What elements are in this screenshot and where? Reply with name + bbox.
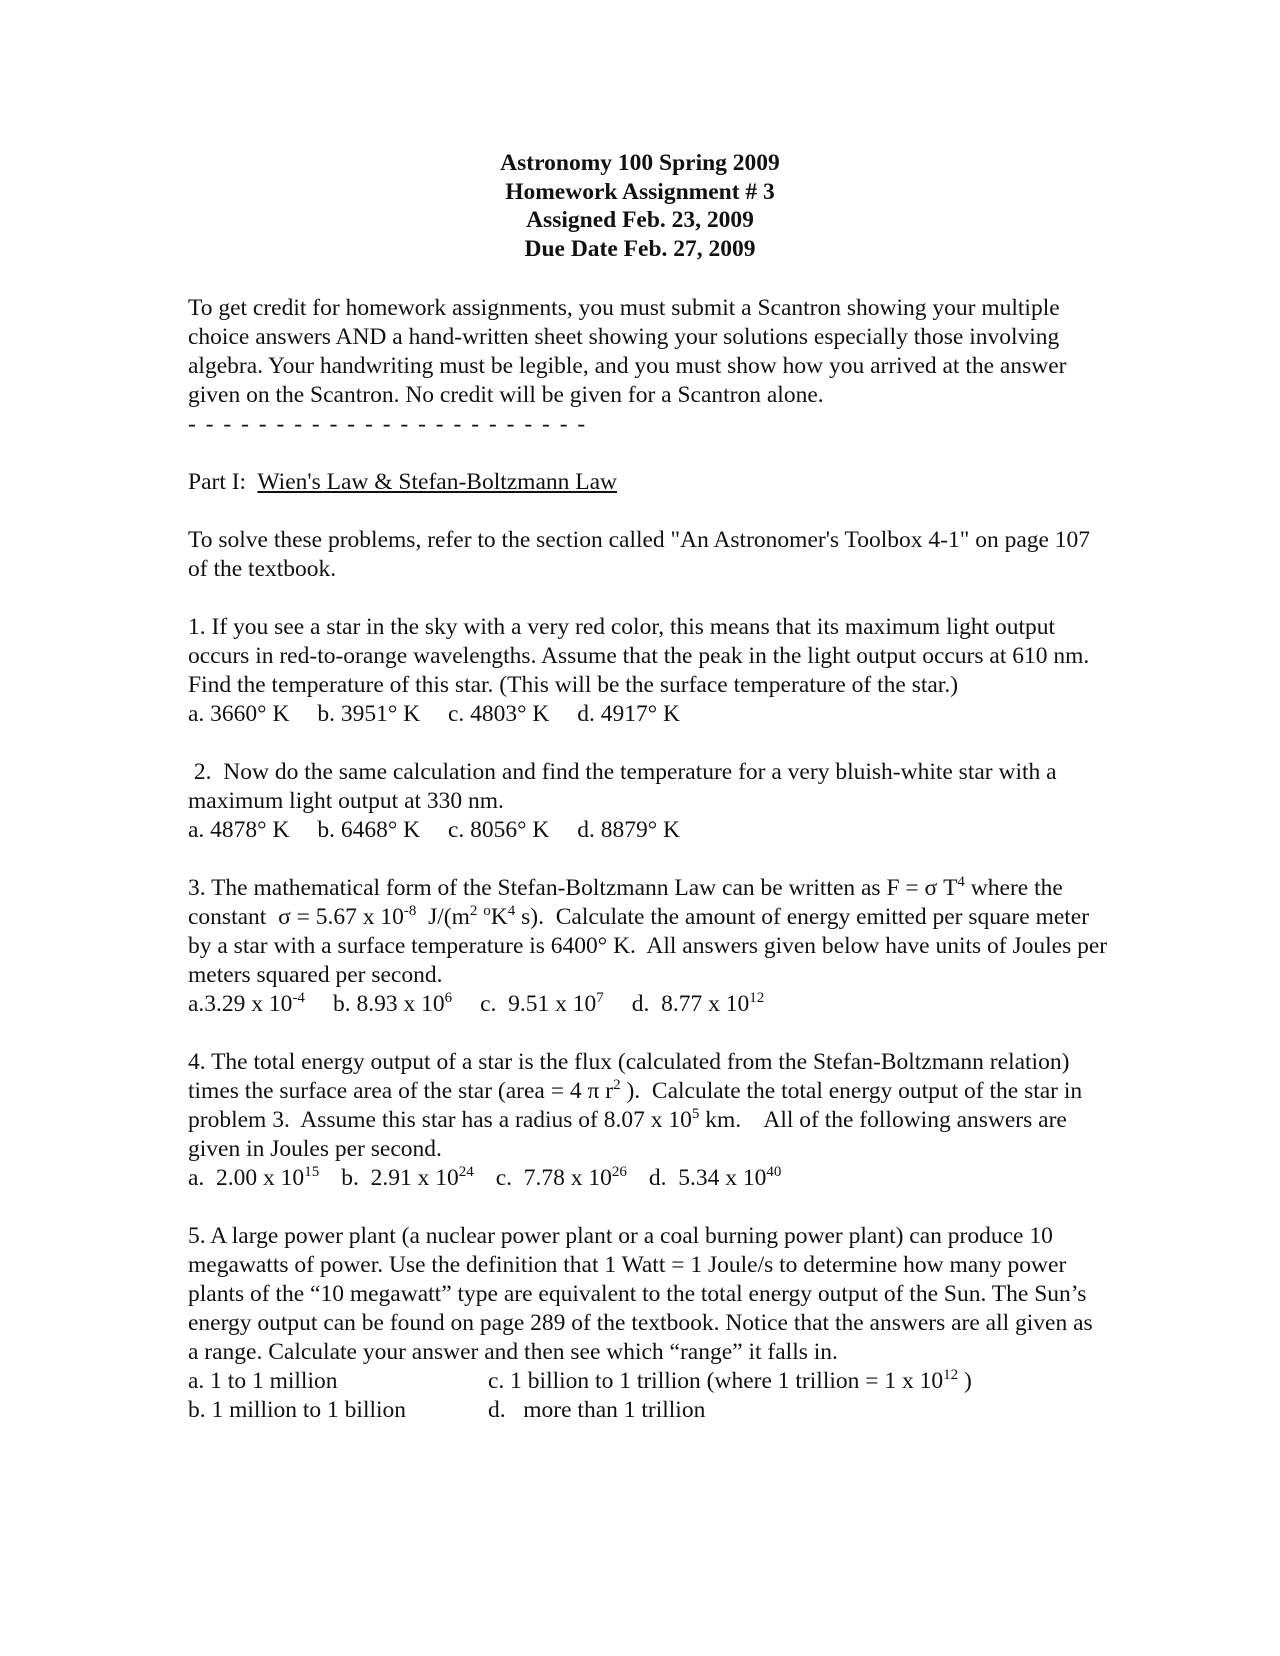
question-5-choice-d: d. more than 1 trillion [488,1397,706,1423]
q3-b-base: b. 8.93 x 10 [332,991,445,1017]
q4-sup-2: 5 [691,1106,700,1122]
question-2-choice-d: d. 8879° K [577,817,680,843]
question-4-choice-a [188,1165,319,1191]
assigned-date: Assigned Feb. 23, 2009 [526,207,754,233]
q4-text-1: 4. The total energy output of a star is the flux (calculated from the Stefan-Boltzmann relation) times the surface area of the star (area = 4 π r [188,1049,1076,1104]
question-1 [188,613,1108,729]
q3-sup-5: 4 [507,903,516,919]
q3-text-1: 3. The mathematical form of the Stefan-Boltzmann Law can be written as F = σ T [188,875,958,901]
q3-a-exp: -4 [292,990,305,1006]
due-date: Due Date Feb. 27, 2009 [524,235,756,262]
question-3-choices [188,990,1108,1019]
q4-b-base: b. 2.91 x 10 [341,1165,459,1191]
q3-c-base: c. 9.51 x 10 [480,991,597,1017]
question-2 [188,758,1108,845]
part-title: Wien's Law & Stefan-Boltzmann Law [257,469,618,495]
question-1-choices [188,700,1108,729]
question-4-choice-c [496,1165,627,1191]
q4-d-exp: 40 [766,1164,782,1180]
q5-c-exp: 12 [943,1367,959,1383]
question-5-choice-c [488,1367,1088,1396]
question-4-choices [188,1164,1108,1193]
q4-a-exp: 15 [304,1164,320,1180]
q4-c-base: c. 7.78 x 10 [495,1165,612,1191]
question-2-choice-a: a. 4878° K [188,817,290,843]
question-3-choice-d [632,991,765,1017]
question-5-choice-a: a. 1 to 1 million [188,1368,338,1394]
q3-sup-3: 2 [469,903,478,919]
q4-a-base: a. 2.00 x 10 [188,1165,305,1191]
question-4-choice-d [649,1165,782,1191]
q4-sup-1: 2 [613,1077,621,1093]
q4-b-exp: 24 [458,1164,474,1180]
question-1-choice-c: c. 4803° K [447,701,550,727]
q3-text-2: where the constant σ = 5.67 x 10 [188,875,1069,930]
question-2-text: 2. Now do the same calculation and find the temperature for a very bluish-white star with a maximum light output at 330 nm. [188,759,1063,814]
question-5-choices [188,1367,1108,1425]
course-title: Astronomy 100 Spring 2009 [500,150,780,176]
q5-c-base: c. 1 billion to 1 trillion (where 1 trillion = 1 x 10 [488,1368,944,1394]
q4-c-exp: 26 [611,1164,627,1180]
question-4-text [188,1048,1108,1164]
q3-text-5: K [490,904,508,930]
q3-text-3: J/(m [416,904,470,930]
separator-line: - - - - - - - - - - - - - - - - - - - - - - - [188,411,588,437]
question-3 [188,874,1114,1019]
document-body [188,294,1114,1425]
part-label: Part I: [188,469,247,495]
q3-b-exp: 6 [444,990,453,1006]
question-1-choice-d: d. 4917° K [577,701,680,727]
question-3-text [188,874,1114,990]
question-3-choice-a [188,991,305,1017]
question-4-choice-b [341,1165,474,1191]
q3-sup-4: o [483,903,491,919]
q3-d-exp: 12 [749,990,765,1006]
q3-a-base: a.3.29 x 10 [188,991,293,1017]
intro-paragraph: To get credit for homework assignments, you must submit a Scantron showing your multiple choice answers AND a hand-written sheet showing your solutions especially those involving algebra. Your handwriting must be legible, and you must show how you arrived at the answer given on the Scantron. No credit will be given for a Scantron alone. [188,295,1067,408]
question-2-choices [188,816,1108,845]
question-4 [188,1048,1108,1193]
assignment-title: Homework Assignment # 3 [505,178,775,205]
question-5-text: 5. A large power plant (a nuclear power plant or a coal burning power plant) can produce 10 megawatts of power. Use the definition that 1 Watt = 1 Joule/s to determine how many power plants of the “10 megawatt” type are equivalent to the total energy output of the Sun. The Sun’s energy output can be found on page 289 of the textbook. Notice that the answers are all given as a range. Calculate your answer and then see which “range” it falls in. [188,1223,1093,1365]
q4-text-3: km. All of the following answers are given in Joules per second. [188,1107,1073,1162]
document-header [0,149,1280,263]
part-heading [188,468,1108,497]
question-2-choice-c: c. 8056° K [447,817,550,843]
question-5 [188,1222,1108,1425]
q4-text-2: ). Calculate the total energy output of the star in problem 3. Assume this star has a radius of 8.07 x 10 [188,1078,1089,1133]
q3-c-exp: 7 [596,990,604,1006]
question-1-choice-b: b. 3951° K [317,701,421,727]
q3-sup-2: -8 [403,903,417,919]
q3-sup-1: 4 [957,874,965,890]
question-1-choice-a: a. 3660° K [188,701,290,727]
question-3-choice-c [480,991,604,1017]
question-3-choice-b [333,991,452,1017]
q3-text-6: s). Calculate the amount of energy emitted per square meter by a star with a surface temperature is 6400° K. All answers given below have units of Joules per meters squared per second. [188,904,1114,988]
question-1-text: 1. If you see a star in the sky with a very red color, this means that its maximum light output occurs in red-to-orange wavelengths. Assume that the peak in the light output occurs at 610 nm. Find the temperature of this star. (This will be the surface temperature of the star.) [188,614,1090,698]
question-5-choice-b: b. 1 million to 1 billion [188,1397,407,1423]
part-instructions: To solve these problems, refer to the section called "An Astronomer's Toolbox 4-1" on page 107 of the textbook. [188,527,1091,582]
q4-d-base: d. 5.34 x 10 [648,1165,767,1191]
question-2-choice-b: b. 6468° K [317,817,421,843]
q5-c-end: ) [958,1368,972,1394]
q3-d-base: d. 8.77 x 10 [631,991,750,1017]
